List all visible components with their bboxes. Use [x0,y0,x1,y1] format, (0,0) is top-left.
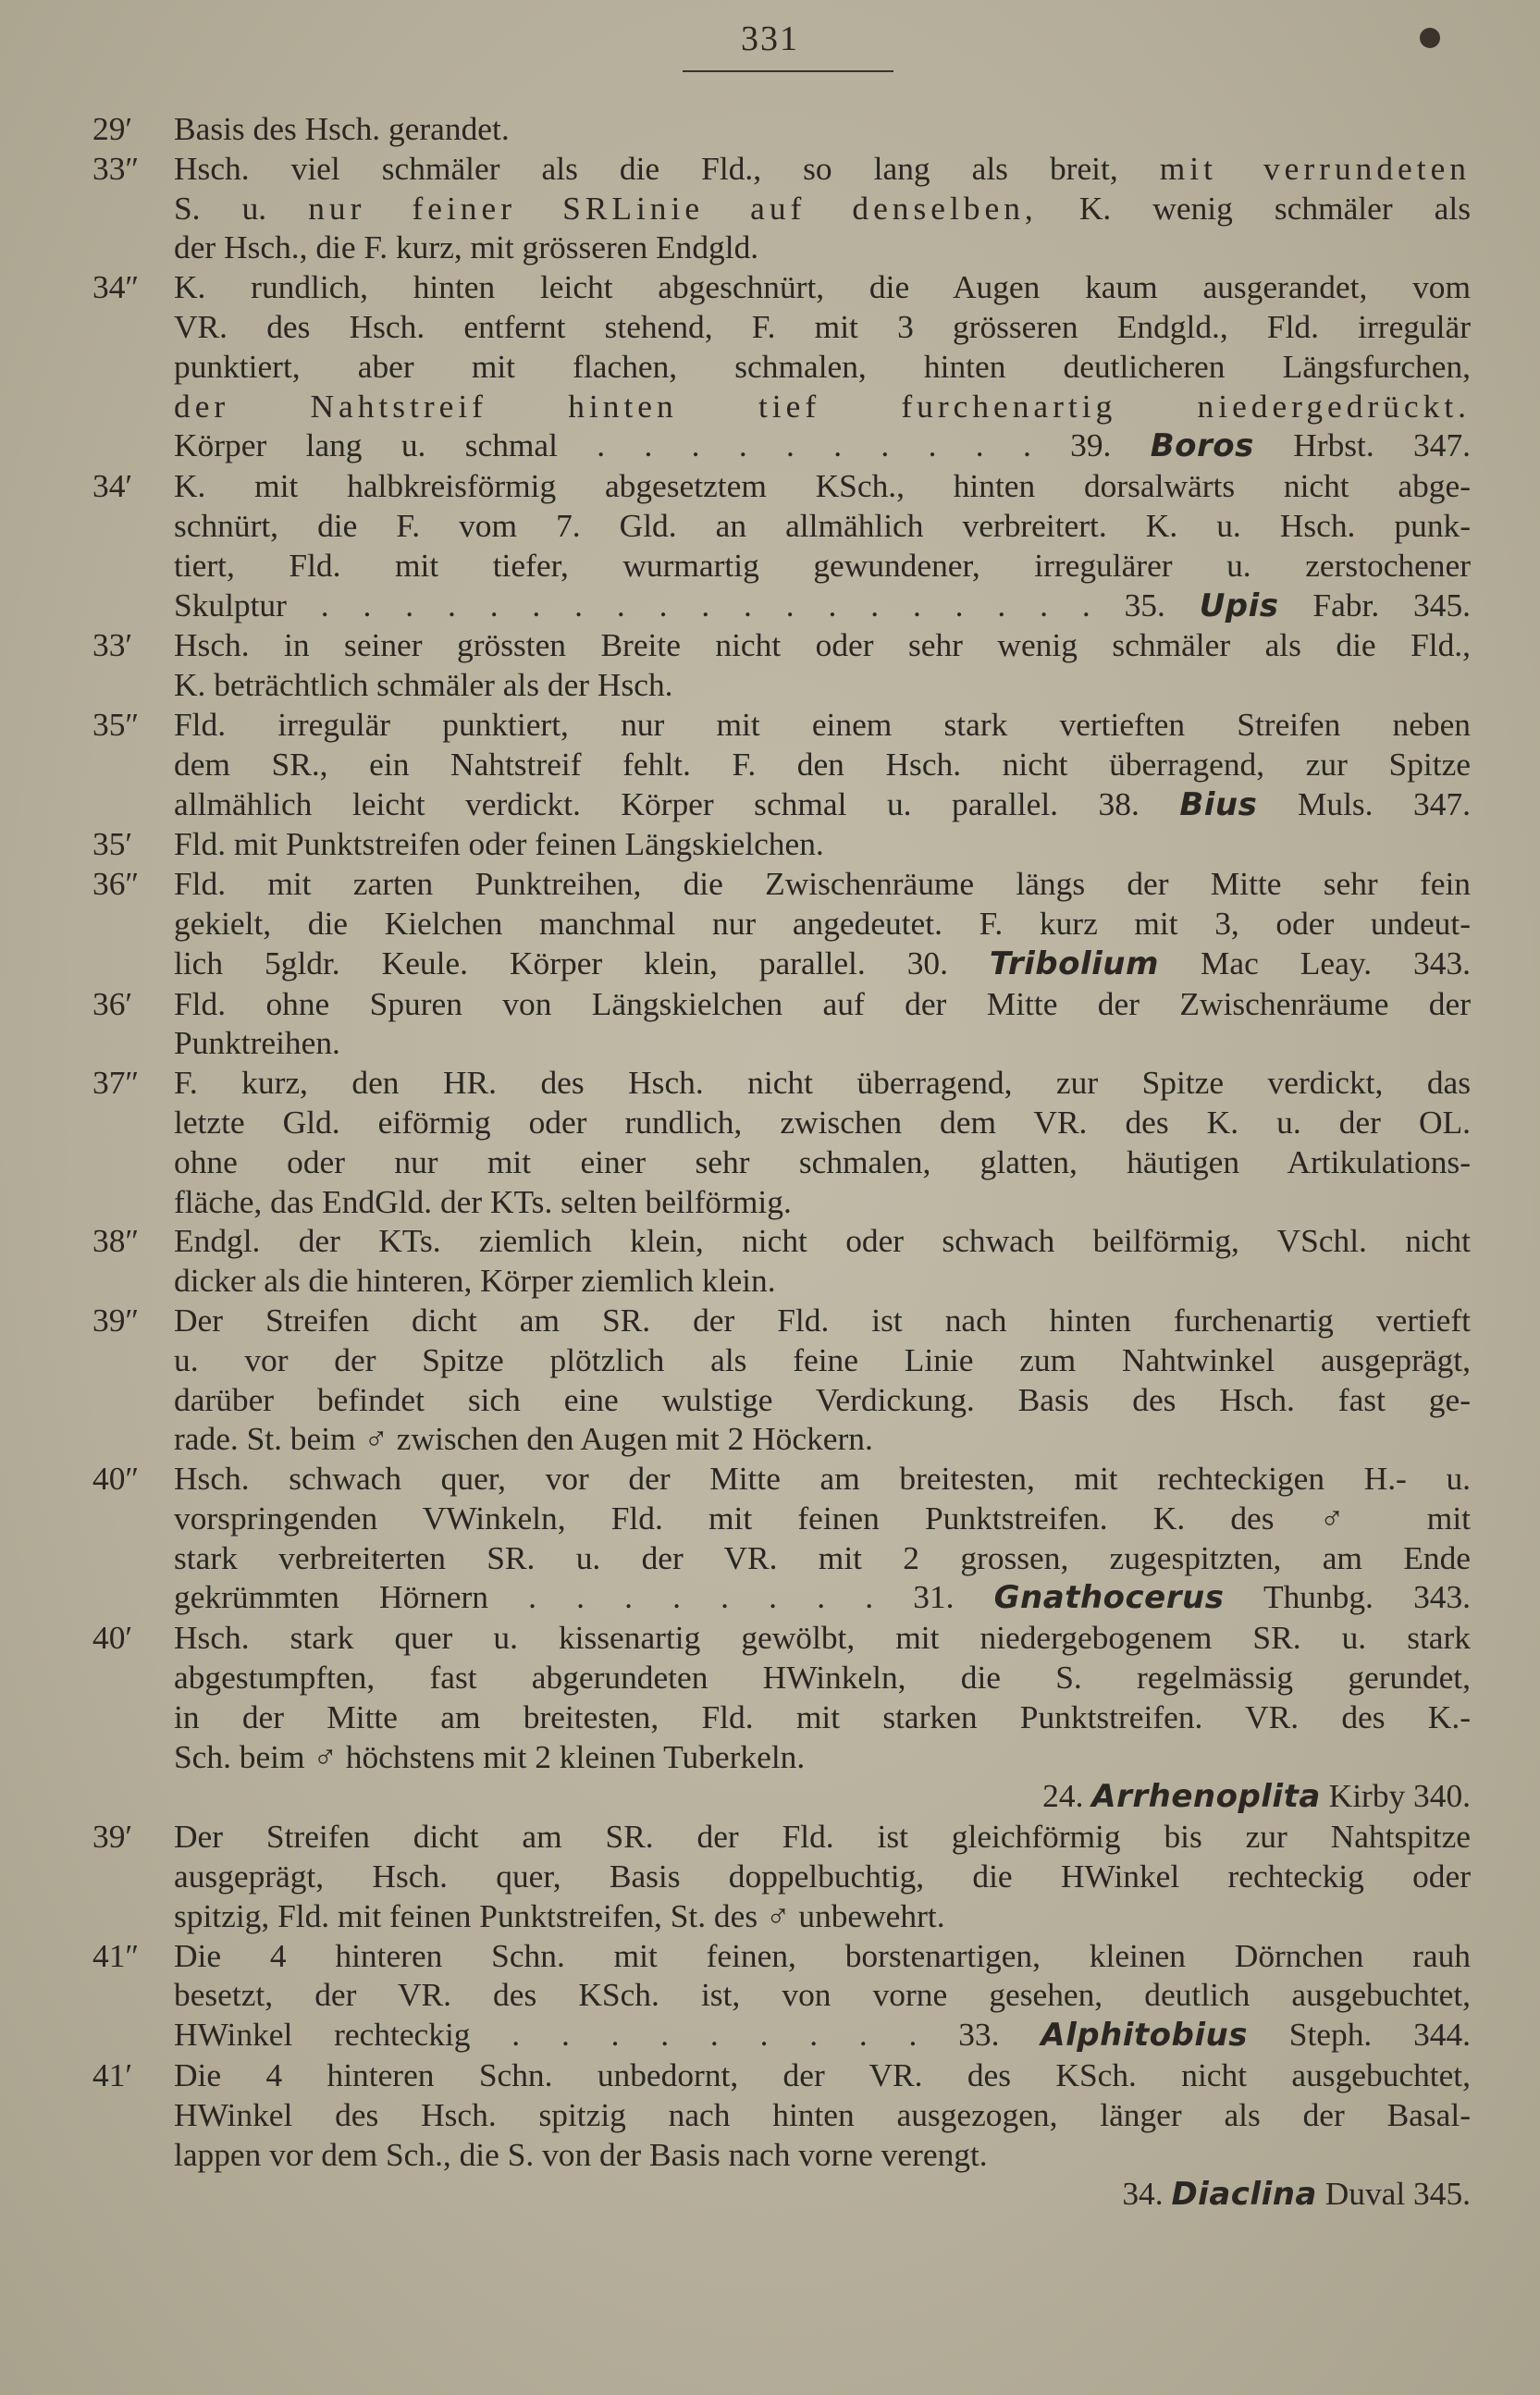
couplet-text [174,1221,1471,1301]
couplet-number: 39″ [92,1301,140,1339]
ink-spot [1420,28,1440,48]
couplet-number: 40″ [92,1460,140,1498]
text-line: F. kurz, den HR. des Hsch. nicht überragend, zur Spitze verdickt, das [174,1064,1471,1102]
couplet-text [174,466,1471,625]
key-entry [92,1936,1471,2056]
text-line: abgestumpften, fast abgerundeten HWinkeln, die S. regelmässig gerundet, [174,1659,1471,1697]
key-entry [92,864,1471,983]
text-line: letzte Gld. eiförmig oder rundlich, zwischen dem VR. des K. u. der OL. [174,1103,1471,1141]
couplet-number: 35′ [92,825,133,863]
text-line: vorspringenden VWinkeln, Fld. mit feinen Punktstreifen. K. des ♂ mit [174,1499,1471,1537]
text-line [174,1776,1471,1817]
key-entry [92,1221,1471,1301]
genus-name: Diaclina [1171,2176,1317,2214]
text-line: K. mit halbkreisförmig abgesetztem KSch., hinten dorsalwärts nicht abge- [174,467,1471,505]
text-segment: Skulptur . . . . . . . . . . . . . . . . . . . 35. [174,586,1200,623]
text-line: der Hsch., die F. kurz, mit grösseren Endgld. [174,228,759,266]
text-line: darüber befindet sich eine wulstige Verdickung. Basis des Hsch. fast ge- [174,1380,1471,1418]
text-segment: Kirby 340. [1320,1777,1471,1815]
spaced-text: der Nahtstreif hinten tief furchenartig niedergedrückt. [174,387,1471,425]
couplet-text [174,984,1471,1064]
text-segment: allmählich leicht verdickt. Körper schmal u. parallel. 38. [174,784,1180,822]
couplet-text [174,149,1471,267]
text-line [174,387,1471,426]
text-segment: lich 5gldr. Keule. Körper klein, parallel. 30. [174,944,990,981]
text-line: HWinkel des Hsch. spitzig nach hinten ausgezogen, länger als der Basal- [174,2095,1471,2133]
key-entry [92,466,1471,625]
couplet-text [174,1459,1471,1618]
key-entry [92,824,1471,864]
text-segment: Hsch. viel schmäler als die Fld., so lang als breit, [174,149,1160,187]
text-segment: Mac Leay. 343. [1158,944,1471,981]
couplet-text [174,1936,1471,2056]
genus-name: Bius [1179,785,1258,823]
key-entry [92,625,1471,705]
text-line [174,586,1471,626]
key-entry [92,1063,1471,1221]
text-line [174,149,1471,189]
key-entry [92,705,1471,824]
text-line: u. vor der Spitze plötzlich als feine Linie zum Nahtwinkel ausgeprägt, [174,1340,1471,1378]
couplet-text [174,1618,1471,1817]
couplet-number: 40′ [92,1619,133,1657]
text-line: Fld. mit zarten Punktreihen, die Zwischenräume längs der Mitte sehr fein [174,865,1471,903]
couplet-number: 37″ [92,1064,140,1102]
determination-key [92,109,1471,2215]
genus-name: Arrhenoplita [1091,1778,1321,1816]
text-line: Fld. irregulär punktiert, nur mit einem stark vertieften Streifen neben [174,705,1471,743]
text-line: rade. St. beim ♂ zwischen den Augen mit 2 Höckern. [174,1420,873,1458]
text-line: ausgeprägt, Hsch. quer, Basis doppelbuchtig, die HWinkel rechteckig oder [174,1858,1471,1895]
couplet-text [174,2056,1471,2215]
text-line [174,784,1471,825]
text-line [174,2174,1471,2215]
couplet-number: 34′ [92,467,133,505]
couplet-number: 36″ [92,865,140,903]
key-entry [92,149,1471,267]
couplet-text [174,705,1471,824]
text-segment: S. u. [174,189,309,227]
text-line: ohne oder nur mit einer sehr schmalen, glatten, häutigen Artikulations- [174,1142,1471,1180]
text-line: tiert, Fld. mit tiefer, wurmartig gewundener, irregulärer u. zerstochener [174,546,1471,584]
header-rule [683,70,893,72]
text-line: Punktreihen. [174,1024,340,1062]
key-entry [92,1817,1471,1935]
key-entry [92,2056,1471,2215]
text-line: Basis des Hsch. gerandet. [174,110,510,147]
couplet-number: 35″ [92,705,140,743]
spaced-text: nur feiner SRLinie auf denselben, [308,189,1038,227]
text-line: dem SR., ein Nahtstreif fehlt. F. den Hsch. nicht überragend, zur Spitze [174,745,1471,783]
text-line: besetzt, der VR. des KSch. ist, von vorne gesehen, deutlich ausgebuchtet, [174,1976,1471,2014]
text-line: Hsch. stark quer u. kissenartig gewölbt, mit niedergebogenem SR. u. stark [174,1619,1471,1657]
text-line: Hsch. in seiner grössten Breite nicht oder sehr wenig schmäler als die Fld., [174,626,1471,664]
couplet-text [174,1301,1471,1459]
couplet-text [174,864,1471,983]
couplet-text [174,824,1471,864]
text-segment: Fabr. 345. [1278,586,1471,623]
couplet-number: 36′ [92,984,133,1022]
text-line: Endgl. der KTs. ziemlich klein, nicht oder schwach beilförmig, VSchl. nicht [174,1222,1471,1260]
text-line: Die 4 hinteren Schn. mit feinen, borstenartigen, kleinen Dörnchen rauh [174,1936,1471,1974]
key-entry [92,1459,1471,1618]
text-line: schnürt, die F. vom 7. Gld. an allmählich verbreitert. K. u. Hsch. punk- [174,506,1471,544]
genus-name: Alphitobius [1041,2017,1248,2055]
text-line: lappen vor dem Sch., die S. von der Basis nach vorne verengt. [174,2135,988,2173]
couplet-text [174,625,1471,705]
text-segment: 24. [1042,1777,1092,1815]
text-line: spitzig, Fld. mit feinen Punktstreifen, St. des ♂ unbewehrt. [174,1896,945,1934]
text-line: stark verbreiterten SR. u. der VR. mit 2 grossen, zugespitzten, am Ende [174,1538,1471,1576]
genus-name: Gnathocerus [993,1579,1225,1617]
text-segment: Thunbg. 343. [1224,1578,1472,1616]
text-line: punktiert, aber mit flachen, schmalen, hinten deutlicheren Längsfurchen, [174,347,1471,385]
text-line: Die 4 hinteren Schn. unbedornt, der VR. des KSch. nicht ausgebuchtet, [174,2056,1471,2094]
text-line: Fld. ohne Spuren von Längskielchen auf der Mitte der Zwischenräume der [174,984,1471,1022]
text-line: dicker als die hinteren, Körper ziemlich klein. [174,1262,776,1300]
couplet-number: 29′ [92,110,133,147]
couplet-text [174,1063,1471,1221]
text-line: Hsch. schwach quer, vor der Mitte am breitesten, mit rechteckigen H.- u. [174,1460,1471,1498]
spaced-text: mit verrundeten [1159,149,1471,187]
text-line: Der Streifen dicht am SR. der Fld. ist gleichförmig bis zur Nahtspitze [174,1818,1471,1856]
couplet-text [174,109,1471,149]
key-entry [92,984,1471,1064]
key-entry [92,1618,1471,1817]
text-line: Fld. mit Punktstreifen oder feinen Längskielchen. [174,825,824,863]
text-segment: Duval 345. [1316,2175,1471,2213]
couplet-text [174,267,1471,466]
text-segment: Muls. 347. [1257,784,1471,822]
couplet-number: 34″ [92,268,140,306]
text-line [174,426,1471,466]
genus-name: Upis [1199,586,1279,624]
text-segment: HWinkel rechteckig . . . . . . . . . 33. [174,2016,1041,2054]
text-segment: gekrümmten Hörnern . . . . . . . . 31. [174,1578,994,1616]
text-line [174,944,1471,984]
couplet-number: 41″ [92,1936,140,1974]
couplet-text [174,1817,1471,1935]
page-number: 331 [741,19,799,58]
key-entry [92,267,1471,466]
text-line: Der Streifen dicht am SR. der Fld. ist nach hinten furchenartig vertieft [174,1301,1471,1339]
text-line: gekielt, die Kielchen manchmal nur angedeutet. F. kurz mit 3, oder undeut- [174,904,1471,942]
text-segment: Hrbst. 347. [1253,426,1471,464]
couplet-number: 33′ [92,626,133,664]
text-segment: K. wenig schmäler als [1037,189,1471,227]
couplet-number: 41′ [92,2056,133,2094]
text-line [174,2015,1471,2056]
text-line: Sch. beim ♂ höchstens mit 2 kleinen Tuberkeln. [174,1737,806,1775]
couplet-number: 39′ [92,1818,133,1856]
genus-name: Boros [1150,427,1254,465]
text-line [174,1577,1471,1618]
page-header [0,19,1540,59]
couplet-number: 38″ [92,1222,140,1260]
text-line: in der Mitte am breitesten, Fld. mit starken Punktstreifen. VR. des K.- [174,1697,1471,1735]
key-entry [92,109,1471,149]
text-line: fläche, das EndGld. der KTs. selten beilförmig. [174,1182,792,1220]
genus-name: Tribolium [989,944,1159,982]
key-entry [92,1301,1471,1459]
text-segment: Steph. 344. [1247,2016,1471,2054]
text-line [174,189,1471,228]
text-line: VR. des Hsch. entfernt stehend, F. mit 3 grösseren Endgld., Fld. irregulär [174,307,1471,345]
text-segment: Körper lang u. schmal . . . . . . . . . . 39. [174,426,1151,464]
text-segment: 34. [1122,2175,1172,2213]
text-line: K. beträchtlich schmäler als der Hsch. [174,666,673,704]
couplet-number: 33″ [92,149,140,187]
text-line: K. rundlich, hinten leicht abgeschnürt, die Augen kaum ausgerandet, vom [174,268,1471,306]
